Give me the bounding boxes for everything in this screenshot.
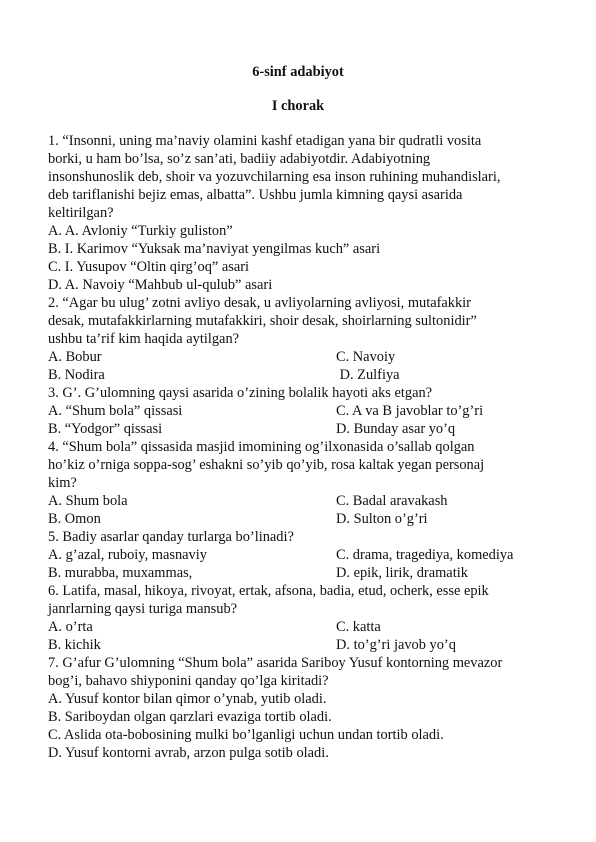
question-3-option-b: B. “Yodgor” qissasi <box>48 421 163 437</box>
question-4-option-d: D. Sulton o’g’ri <box>336 511 428 527</box>
document-title: 6-sinf adabiyot <box>252 64 344 80</box>
question-2-text: desak, mutafakkirlarning mutafakkiri, shoir desak, shoirlarning sultonidir” <box>48 313 477 329</box>
question-5-option-c: C. drama, tragediya, komediya <box>336 547 514 563</box>
question-1-option-c: C. I. Yusupov “Oltin qirg’oq” asari <box>48 259 250 275</box>
question-1-text: 1. “Insonni, uning ma’naviy olamini kashf etadigan yana bir qudratli vosita <box>48 133 482 149</box>
question-6-option-b: B. kichik <box>48 637 101 653</box>
question-7-text: bog’i, bahavo shiyponini qanday qo’lga kiritadi? <box>48 673 329 689</box>
question-1-option-d: D. A. Navoiy “Mahbub ul-qulub” asari <box>48 277 273 293</box>
question-6-text: 6. Latifa, masal, hikoya, rivoyat, ertak, afsona, badia, etud, ocherk, esse epik <box>48 583 489 599</box>
question-3-option-c: C. A va B javoblar to’g’ri <box>336 403 484 419</box>
question-1-option-b: B. I. Karimov “Yuksak ma’naviyat yengilmas kuch” asari <box>48 241 381 257</box>
question-5-option-a: A. g’azal, ruboiy, masnaviy <box>48 547 207 563</box>
question-2-option-d: D. Zulfiya <box>336 367 400 383</box>
question-3-option-a: A. “Shum bola” qissasi <box>48 403 183 419</box>
question-7-option-b: B. Sariboydan olgan qarzlari evaziga tortib oladi. <box>48 709 332 725</box>
question-7-text: 7. G’afur G’ulomning “Shum bola” asarida Sariboy Yusuf kontorning mevazor <box>48 655 503 671</box>
question-3-option-d: D. Bunday asar yo’q <box>336 421 456 437</box>
question-5-option-b: B. murabba, muxammas, <box>48 565 193 581</box>
question-2-text: ushbu ta’rif kim haqida aytilgan? <box>48 331 240 347</box>
question-1-text: insonshunoslik deb, shoir va yozuvchilarning esa inson ruhining muhandislari, <box>48 169 501 185</box>
question-2-text: 2. “Agar bu ulug’ zotni avliyo desak, u avliyolarning avliyosi, mutafakkir <box>48 295 471 311</box>
question-1-option-a: A. A. Avloniy “Turkiy guliston” <box>48 223 233 239</box>
question-7-option-d: D. Yusuf kontorni avrab, arzon pulga sotib oladi. <box>48 745 329 761</box>
question-6-option-d: D. to’g’ri javob yo’q <box>336 637 456 653</box>
question-4-text: 4. “Shum bola” qissasida masjid imomining og’ilxonasida o’sallab qolgan <box>48 439 475 455</box>
question-4-text: ho’kiz o’rniga soppa-sog’ eshakni so’yib qo’yib, rosa kaltak yegan personaj <box>48 457 485 473</box>
question-4-option-c: C. Badal aravakash <box>336 493 448 509</box>
question-1-text: deb tariflanishi bejiz emas, albatta”. Ushbu jumla kimning qaysi asarida <box>48 187 463 203</box>
question-4-option-b: B. Omon <box>48 511 101 527</box>
question-7-option-a: A. Yusuf kontor bilan qimor o’ynab, yutib oladi. <box>48 691 327 707</box>
question-5-option-d: D. epik, lirik, dramatik <box>336 565 468 581</box>
question-3-text: 3. G’. G’ulomning qaysi asarida o’zining bolalik hayoti aks etgan? <box>48 385 433 401</box>
question-2-option-b: B. Nodira <box>48 367 105 383</box>
question-5-text: 5. Badiy asarlar qanday turlarga bo’linadi? <box>48 529 294 545</box>
question-7-option-c: C. Aslida ota-bobosining mulki bo’lganligi uchun undan tortib oladi. <box>48 727 444 743</box>
question-6-option-c: C. katta <box>336 619 381 635</box>
question-4-text: kim? <box>48 475 77 491</box>
question-2-option-c: C. Navoiy <box>336 349 396 365</box>
question-2-option-a: A. Bobur <box>48 349 102 365</box>
question-6-option-a: A. o’rta <box>48 619 93 635</box>
question-6-text: janrlarning qaysi turiga mansub? <box>48 601 238 617</box>
question-1-text: borki, u ham bo’lsa, so’z san’ati, badiiy adabiyotdir. Adabiyotning <box>48 151 431 167</box>
question-4-option-a: A. Shum bola <box>48 493 128 509</box>
quarter-heading: I chorak <box>271 98 325 114</box>
question-1-text: keltirilgan? <box>48 205 114 221</box>
